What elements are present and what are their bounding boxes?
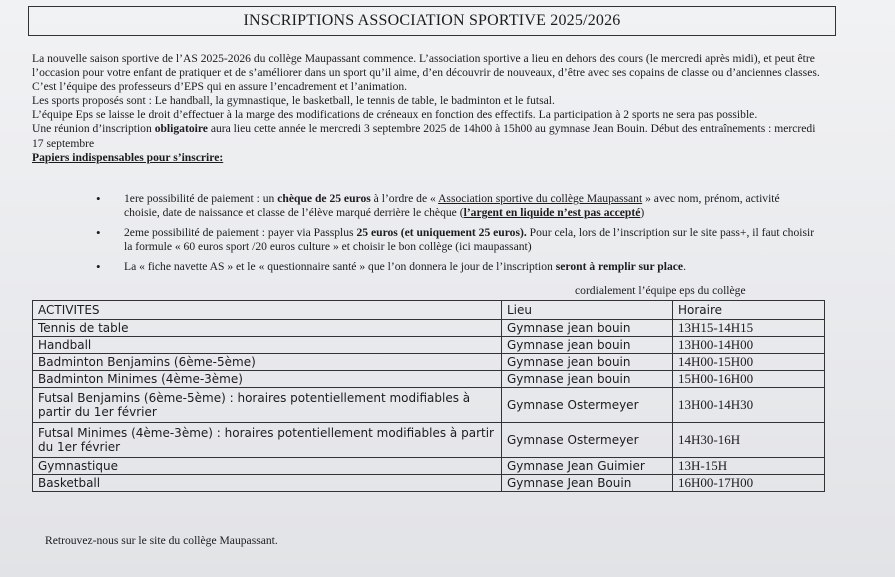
cell-activite: Badminton Benjamins (6ème-5ème) <box>33 354 502 371</box>
header-lieu: Lieu <box>502 301 673 320</box>
signature: cordialement l’équipe eps du collège <box>575 284 746 297</box>
cell-lieu: Gymnase Ostermeyer <box>502 423 673 458</box>
cell-lieu: Gymnase jean bouin <box>502 337 673 354</box>
page-title: INSCRIPTIONS ASSOCIATION SPORTIVE 2025/2026 <box>28 6 836 36</box>
cell-horaire: 13H-15H <box>673 458 825 475</box>
cell-horaire: 14H00-15H00 <box>673 354 825 371</box>
cell-horaire: 16H00-17H00 <box>673 475 825 492</box>
cell-activite: Tennis de table <box>33 320 502 337</box>
cell-activite: Handball <box>33 337 502 354</box>
cell-horaire: 15H00-16H00 <box>673 371 825 388</box>
cell-horaire: 13H00-14H00 <box>673 337 825 354</box>
intro-paragraph-season: La nouvelle saison sportive de l’AS 2025-2026 du collège Maupassant commence. L’association sportive a lieu en dehors des cours (le mercredi après midi), et peut être l’occasion pour votre enfant de pratiquer et de s’améliorer dans un sport qu’il aime, d’en découvrir de nouveaux, d’être avec ses copains de classe ou d’anciennes classes. C’est l’équipe des professeurs d’EPS qui en assure l’encadrement et l’animation. <box>32 52 820 94</box>
list-item-payment-passplus <box>96 226 816 254</box>
intro-paragraph-sports: Les sports proposés sont : Le handball, la gymnastique, le basketball, le tennis de table, le badminton et le futsal. <box>32 94 555 108</box>
meeting-obligatoire: obligatoire <box>154 122 208 136</box>
footer-text: Retrouvez-nous sur le site du collège Maupassant. <box>45 534 278 547</box>
table-row <box>33 320 825 337</box>
cheque-amount: chèque de 25 euros <box>277 192 371 205</box>
cell-activite: Basketball <box>33 475 502 492</box>
intro-paragraph-changes: L’équipe Eps se laisse le droit d’effectuer à la marge des modifications de créneaux en fonction des effectifs. La participation à 2 sports ne sera pas possible. <box>32 108 758 122</box>
table-row <box>33 423 825 458</box>
table-row <box>33 371 825 388</box>
list-item-forms <box>96 260 816 274</box>
cell-lieu: Gymnase Jean Bouin <box>502 475 673 492</box>
meeting-text-c: aura lieu cette année le mercredi 3 septembre 2025 de 14h00 à 15h00 au gymnase Jean Bouin. Début des entraînements : mercredi 17 septembre <box>32 122 816 150</box>
activities-table <box>32 300 825 492</box>
cash-not-accepted: l’argent en liquide n’est pas accepté <box>463 206 641 219</box>
papers-list <box>96 192 816 280</box>
table-header-row <box>33 301 825 320</box>
cheque-payee: Association sportive du collège Maupassant <box>438 192 643 205</box>
cell-horaire: 14H30-16H <box>673 423 825 458</box>
table-row <box>33 388 825 423</box>
papers-heading: Papiers indispensables pour s’inscrire: <box>32 150 224 164</box>
intro-text <box>32 52 822 165</box>
cell-lieu: Gymnase jean bouin <box>502 371 673 388</box>
table-row <box>33 354 825 371</box>
table-row <box>33 475 825 492</box>
intro-paragraph-meeting <box>32 122 822 150</box>
cheque-text-a: 1ere possibilité de paiement : un <box>124 192 278 205</box>
passplus-amount: 25 euros (et uniquement 25 euros). <box>356 226 527 239</box>
cheque-text-c: à l’ordre de « <box>370 192 439 205</box>
cell-lieu: Gymnase jean bouin <box>502 354 673 371</box>
table-row <box>33 337 825 354</box>
forms-text-a: La « fiche navette AS » et le « questionnaire santé » que l’on donnera le jour de l’inscription <box>124 260 556 273</box>
meeting-text-a: Une réunion d’inscription <box>32 122 155 136</box>
cell-activite: Futsal Minimes (4ème-3ème) : horaires potentiellement modifiables à partir du 1er février <box>33 423 502 458</box>
cheque-text-e: » avec nom, prénom, activité choisie, date de naissance et classe de l’élève marqué derrière le chèque ( <box>124 192 780 219</box>
cheque-text-g: ) <box>640 206 645 219</box>
table-row <box>33 458 825 475</box>
cell-lieu: Gymnase Jean Guimier <box>502 458 673 475</box>
header-horaire: Horaire <box>673 301 825 320</box>
cell-activite: Futsal Benjamins (6ème-5ème) : horaires potentiellement modifiables à partir du 1er février <box>33 388 502 423</box>
cell-horaire: 13H15-14H15 <box>673 320 825 337</box>
forms-on-site: seront à remplir sur place <box>555 260 684 273</box>
forms-text-c: . <box>683 260 686 273</box>
cell-activite: Gymnastique <box>33 458 502 475</box>
cell-lieu: Gymnase Ostermeyer <box>502 388 673 423</box>
list-item-payment-cheque <box>96 192 816 220</box>
cell-activite: Badminton Minimes (4ème-3ème) <box>33 371 502 388</box>
header-activites: ACTIVITES <box>33 301 502 320</box>
cell-horaire: 13H00-14H30 <box>673 388 825 423</box>
passplus-text-c: Pour cela, lors de l’inscription sur le site pass+, il faut choisir la formule « 60 euros sport /20 euros culture » et choisir le bon collège (ici maupassant) <box>124 226 815 253</box>
cell-lieu: Gymnase jean bouin <box>502 320 673 337</box>
passplus-text-a: 2eme possibilité de paiement : payer via Passplus <box>124 226 357 239</box>
